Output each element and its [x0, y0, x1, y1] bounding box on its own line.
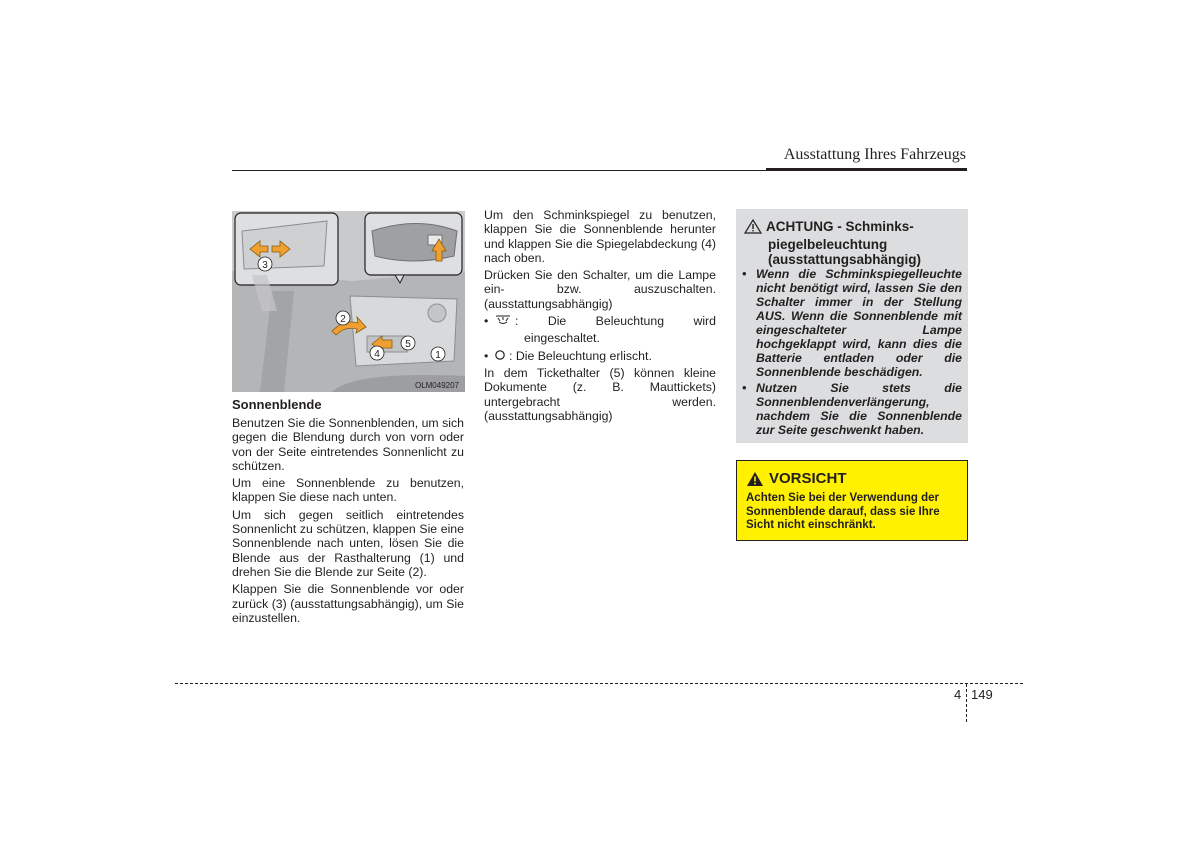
- figure-code: OLM049207: [414, 381, 459, 390]
- warning-text: Achten Sie bei der Verwendung der Sonnenblende darauf, dass sie Ihre Sicht nicht einschränkt.: [746, 492, 940, 531]
- footer-rule: [175, 683, 1023, 684]
- bullet-text: : Die Beleuchtung wird: [515, 314, 716, 329]
- paragraph: Um eine Sonnenblende zu benutzen, klappen Sie diese nach unten.: [232, 476, 464, 505]
- bullet-text: : Die Beleuchtung erlischt.: [509, 348, 652, 363]
- bullet-item: • : Die Beleuchtung wird: [484, 314, 716, 329]
- caution-subject-line3: (ausstattungsabhängig): [768, 252, 922, 267]
- chapter-number: 4: [954, 687, 962, 702]
- lamp-off-icon: [494, 349, 506, 364]
- bullet-continuation: eingeschaltet.: [524, 331, 600, 346]
- callout-5-label: 5: [405, 339, 411, 350]
- caution-label: ACHTUNG: [766, 219, 834, 234]
- caution-subject: - Schminks-: [833, 219, 914, 234]
- caution-box: [736, 209, 968, 443]
- callout-1-label: 1: [435, 350, 441, 361]
- warning-title: [746, 471, 847, 491]
- warning-triangle-icon: [746, 471, 764, 491]
- paragraph: Um den Schminkspiegel zu benutzen, klappen Sie die Sonnenblende herunter und klappen Sie die Spiegelabdeckung (4) nach oben.: [484, 208, 716, 265]
- callout-3-label: 3: [262, 260, 268, 271]
- page-number: 149: [971, 687, 993, 702]
- bullet-item: • : Die Beleuchtung erlischt.: [484, 349, 716, 364]
- paragraph: Benutzen Sie die Sonnenblenden, um sich gegen die Blendung durch von vorn oder von der Seite eintretendes Sonnenlicht zu schützen.: [232, 416, 464, 473]
- middle-column: [484, 208, 716, 426]
- footer-divider: [966, 684, 967, 722]
- paragraph: Klappen Sie die Sonnenblende vor oder zurück (3) (ausstattungsabhängig), um Sie einzustellen.: [232, 582, 464, 625]
- left-column: [232, 397, 464, 628]
- caution-subject-line2: piegelbeleuchtung: [768, 237, 888, 252]
- warning-label: VORSICHT: [769, 470, 847, 487]
- paragraph: Drücken Sie den Schalter, um die Lampe ein- bzw. auszuschalten. (ausstattungsabhängig): [484, 268, 716, 311]
- caution-list: [742, 267, 962, 439]
- caution-triangle-icon: [744, 219, 762, 237]
- sunvisor-illustration: [232, 211, 465, 392]
- lamp-on-icon: [494, 314, 512, 329]
- warning-box: [736, 460, 968, 541]
- callout-2-label: 2: [340, 314, 346, 325]
- paragraph: Um sich gegen seitlich eintretendes Sonnenlicht zu schützen, klappen Sie eine Sonnenblende nach unten, lösen Sie die Blende aus der Rasthalterung (1) und drehen Sie die Blende zur Seite (2).: [232, 507, 464, 579]
- caution-item: • Wenn die Schminkspiegelleuchte nicht benötigt wird, lassen Sie den Schalter immer in der Stellung AUS. Wenn die Sonnenblende mit eingeschalteter Lampe hochgeklappt wird, kann dies die Batterie entladen oder die Sonnenblende beschädigen.: [742, 267, 962, 379]
- caution-item: • Nutzen Sie stets die Sonnenblendenverlängerung, nachdem Sie die Sonnenblende zur Seite geschwenkt haben.: [742, 381, 962, 437]
- caution-title: [744, 219, 964, 267]
- callout-4-label: 4: [374, 349, 380, 360]
- section-heading: Sonnenblende: [232, 397, 322, 412]
- paragraph: In dem Tickethalter (5) können kleine Dokumente (z. B. Mauttickets) untergebracht werden. (ausstattungsabhängig): [484, 365, 716, 423]
- header-rule-accent: [766, 168, 967, 171]
- chapter-title: Ausstattung Ihres Fahrzeugs: [783, 146, 966, 163]
